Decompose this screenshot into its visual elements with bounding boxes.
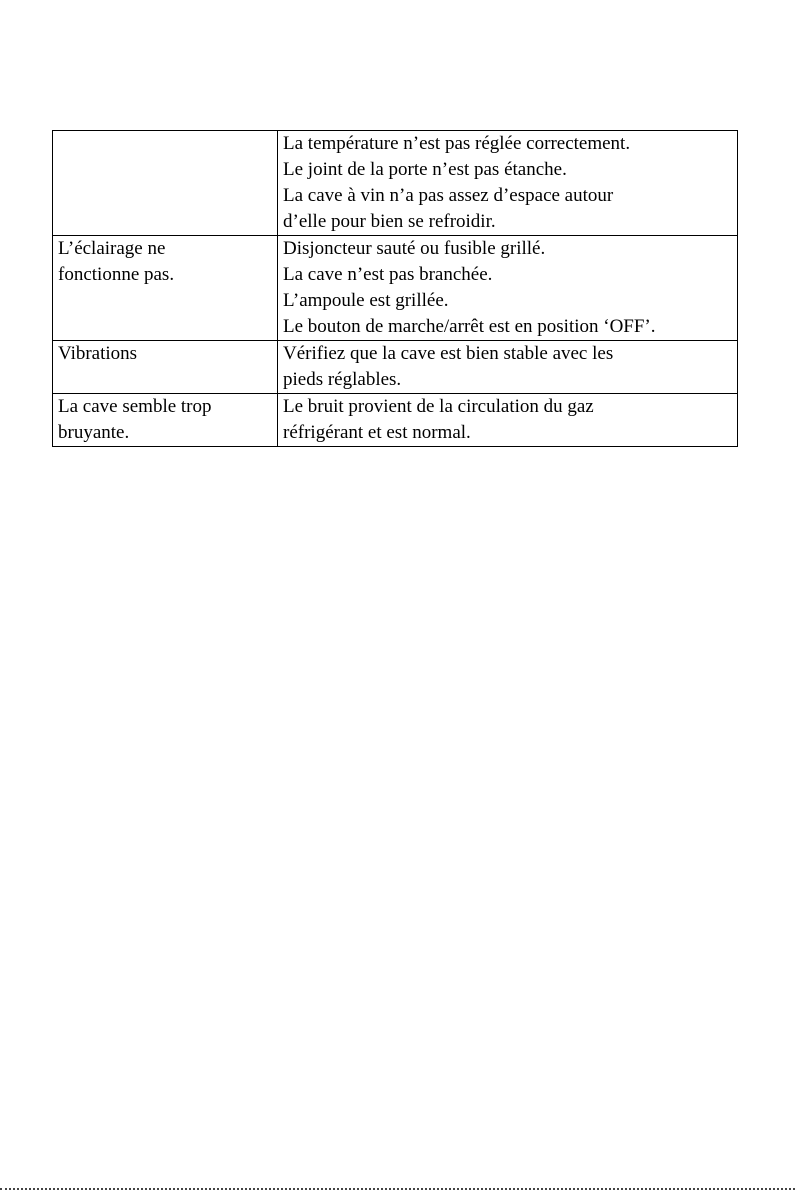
causes-cell: [278, 394, 738, 447]
cause-line: Le bouton de marche/arrêt est en position ‘OFF’.: [283, 316, 656, 337]
causes-cell: [278, 341, 738, 394]
cause-line: L’ampoule est grillée.: [283, 290, 449, 311]
problem-cell: [53, 236, 278, 341]
table-row: [53, 341, 738, 394]
cause-line: La cave n’est pas branchée.: [283, 264, 493, 285]
problem-cell: [53, 341, 278, 394]
problem-text: Vibrations: [58, 343, 138, 364]
table-row: [53, 131, 738, 236]
cause-line: pieds réglables.: [283, 369, 402, 390]
cause-line: Vérifiez que la cave est bien stable avec les: [283, 343, 614, 364]
table-row: [53, 236, 738, 341]
cause-line: Disjoncteur sauté ou fusible grillé.: [283, 238, 546, 259]
problem-cell: [53, 394, 278, 447]
cause-line: réfrigérant et est normal.: [283, 422, 471, 443]
page-bottom-divider: [0, 1188, 795, 1190]
cause-line: Le joint de la porte n’est pas étanche.: [283, 159, 567, 180]
table-row: [53, 394, 738, 447]
problem-text: L’éclairage ne fonctionne pas.: [58, 238, 175, 285]
troubleshooting-table: [52, 130, 738, 447]
problem-text: La cave semble trop bruyante.: [58, 396, 212, 443]
cause-line: La cave à vin n’a pas assez d’espace autour: [283, 185, 614, 206]
cause-line: d’elle pour bien se refroidir.: [283, 211, 496, 232]
cause-line: La température n’est pas réglée correctement.: [283, 133, 631, 154]
causes-cell: [278, 236, 738, 341]
cause-line: Le bruit provient de la circulation du gaz: [283, 396, 594, 417]
problem-cell: [53, 131, 278, 236]
causes-cell: [278, 131, 738, 236]
